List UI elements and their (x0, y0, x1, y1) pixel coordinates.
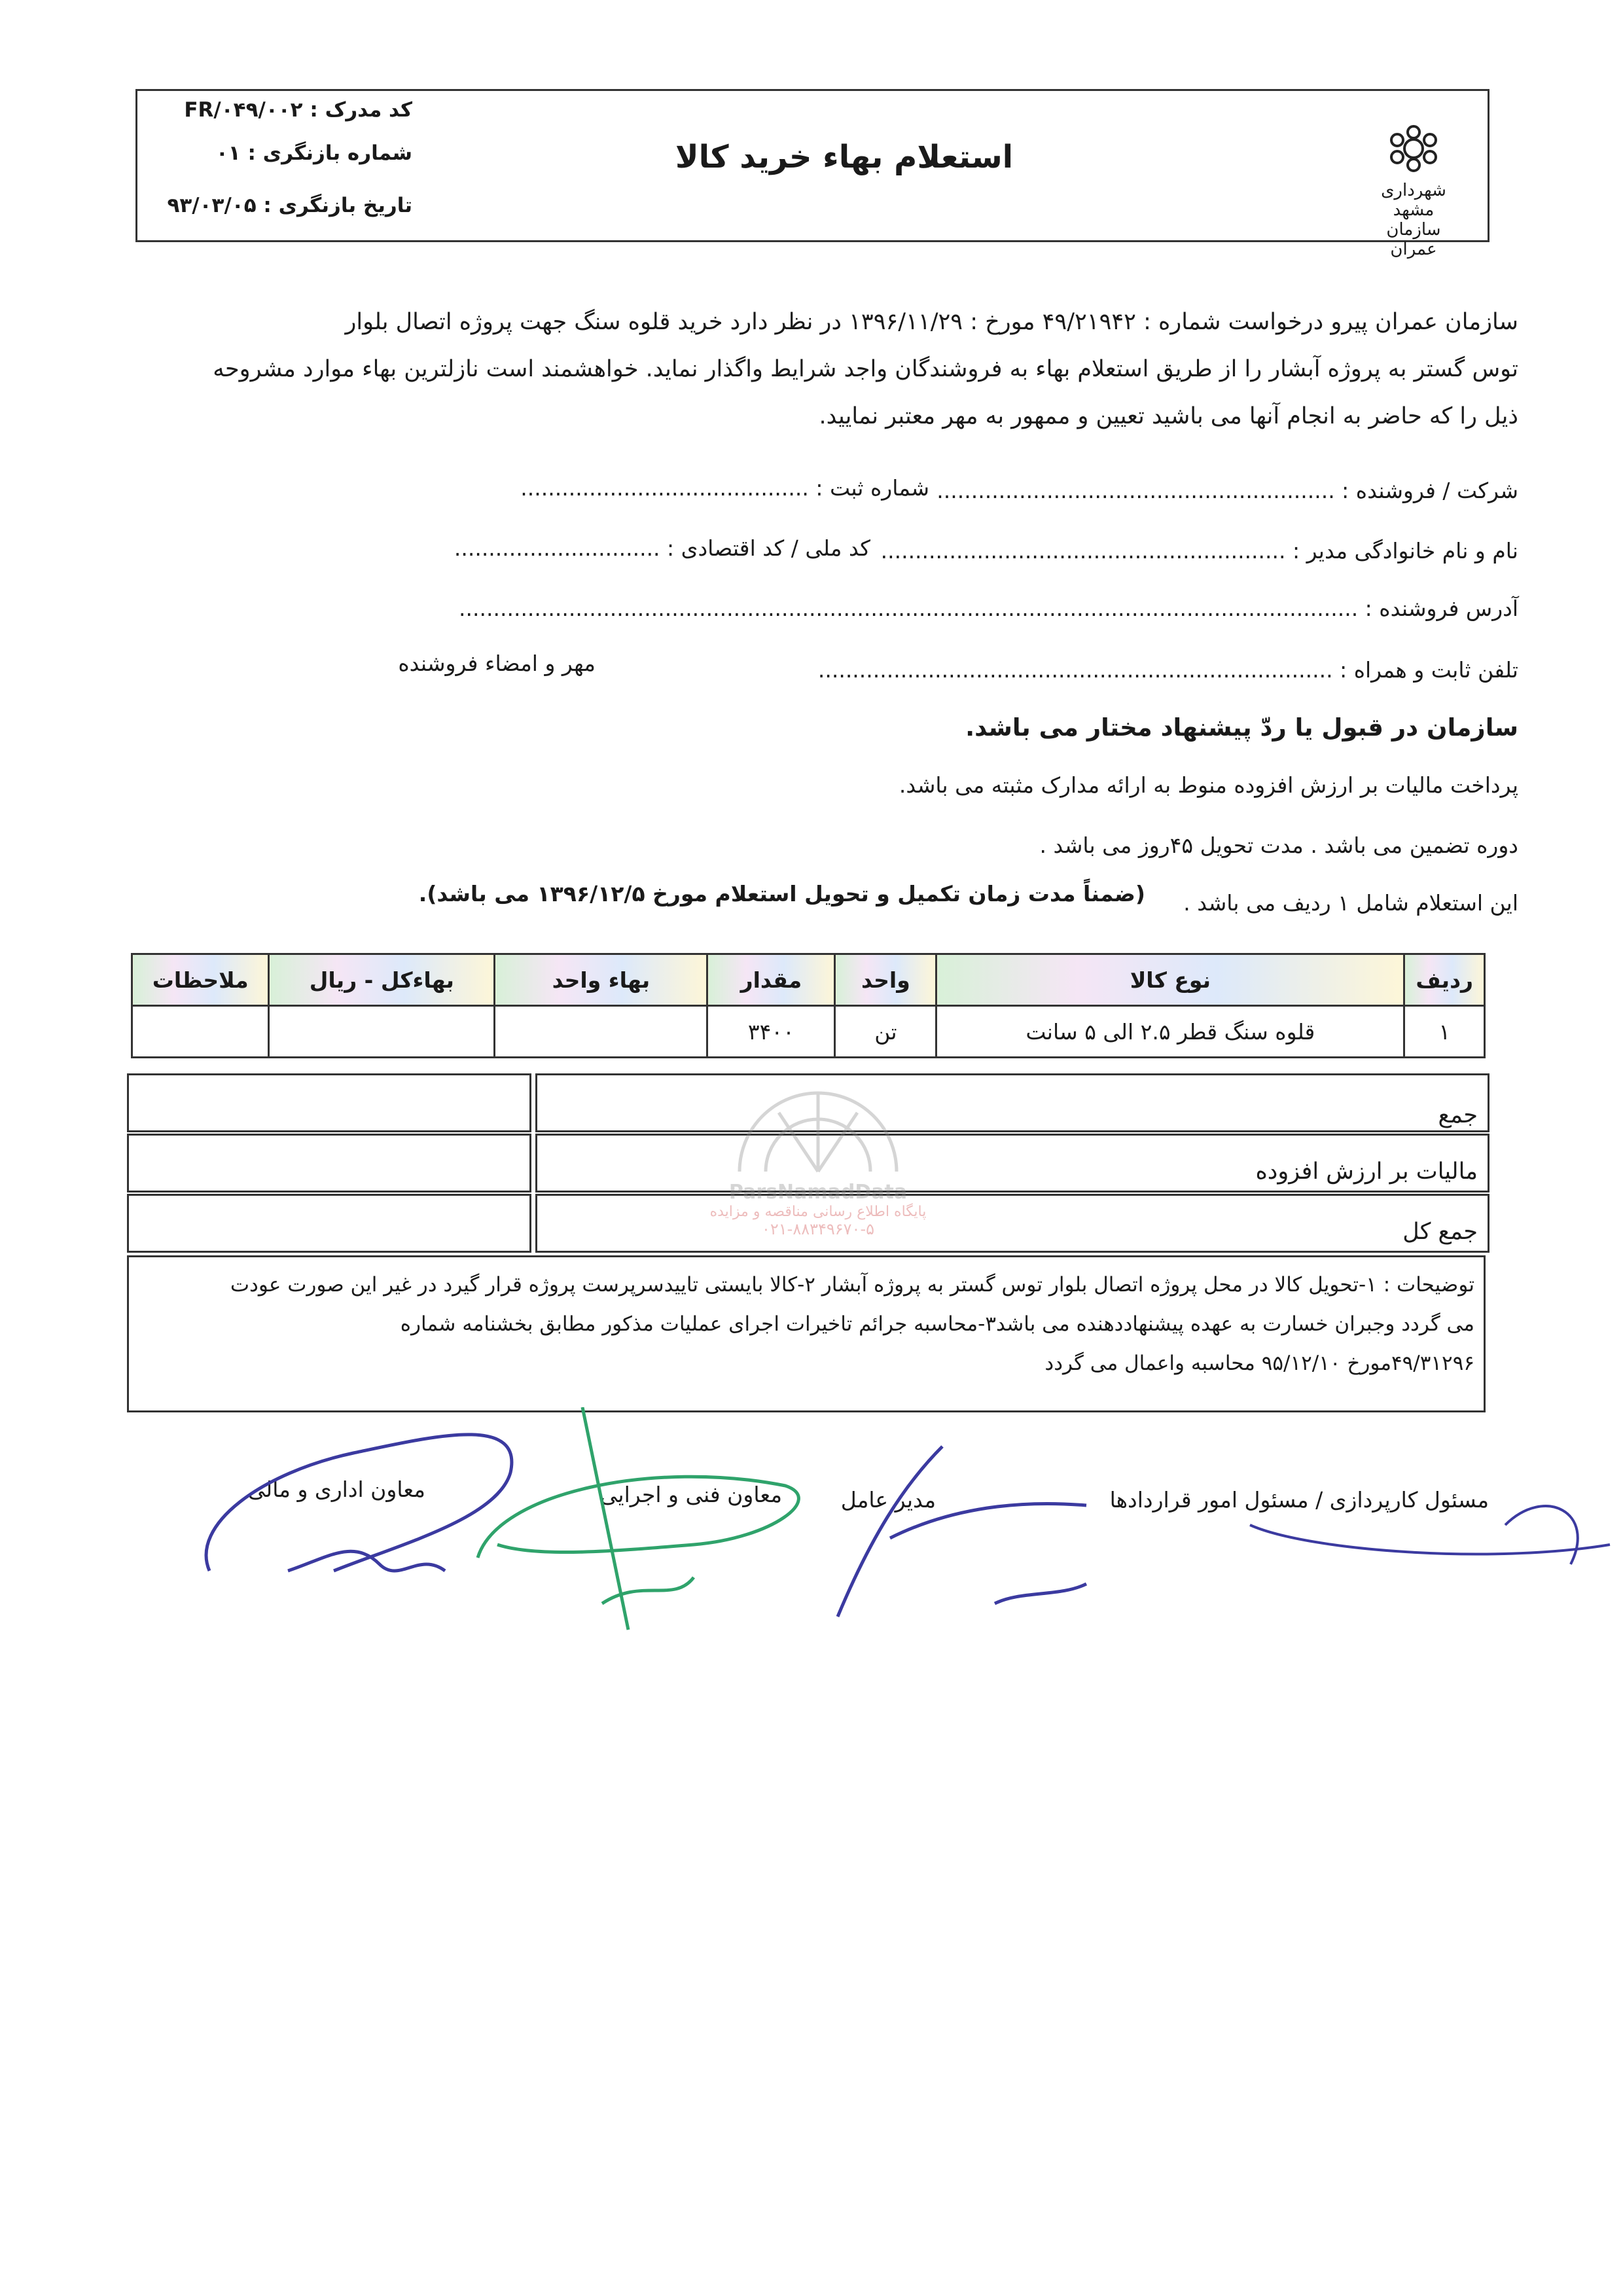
body-line-2: توس گستر به پروژه آبشار را از طریق استعلام بهاء به فروشندگان واجد شرایط واگذار نماید. خواهشمند است نازلترین بهاء موارد مشروحه (213, 356, 1518, 382)
table-header-row (132, 954, 1485, 1006)
page-title: استعلام بهاء خرید کالا (675, 139, 1014, 175)
col-item-header: نوع کالا (936, 954, 1404, 1006)
registration-number-field[interactable]: شماره ثبت : .......................................... (520, 475, 929, 501)
vat-value-box[interactable] (127, 1134, 531, 1193)
row-count-clause: این استعلام شامل ۱ ردیف می باشد . (1183, 890, 1518, 916)
phone-field[interactable]: تلفن ثابت و همراه : ........................................................................... (817, 657, 1518, 683)
revision-date: تاریخ بازنگری : ۹۳/۰۳/۰۵ (167, 194, 412, 217)
col-notes-header: ملاحظات (132, 954, 269, 1006)
notes-line-1: توضیحات : ۱-تحویل کالا در محل پروژه اتصال بلوار توس گستر به پروژه آبشار ۲-کالا بایستی تاییدسرپرست پروژه قرار گیرد در غیر این صورت عودت (230, 1273, 1474, 1297)
procurement-signature-label: مسئول کارپردازی / مسئول امور قراردادها (1109, 1487, 1489, 1513)
col-total-price-header: بهاءکل - ریال (269, 954, 495, 1006)
ceo-signature-scribble (812, 1407, 1178, 1643)
sum-row-box (535, 1073, 1489, 1132)
cell-unit: تن (835, 1006, 936, 1058)
cell-item: قلوه سنگ قطر ۲.۵ الی ۵ سانت (936, 1006, 1404, 1058)
acceptance-clause: سازمان در قبول یا ردّ پیشنهاد مختار می باشد. (965, 713, 1518, 742)
grand-total-row-box (535, 1194, 1489, 1253)
logo-text-org: سازمان عمران (1386, 220, 1441, 259)
document-code: کد مدرک : FR/۰۴۹/۰۰۲ (184, 98, 412, 122)
body-line-1: سازمان عمران پیرو درخواست شماره : ۴۹/۲۱۹۴۲ مورخ : ۱۳۹۶/۱۱/۲۹ در نظر دارد خرید قلوه سنگ جهت پروژه اتصال بلوار (345, 309, 1518, 335)
watermark-phone: ۰۲۱-۸۸۳۴۹۶۷۰-۵ (761, 1220, 874, 1238)
cell-quantity: ۳۴۰۰ (707, 1006, 835, 1058)
sum-value-box[interactable] (127, 1073, 531, 1132)
col-unit-header: واحد (835, 954, 936, 1006)
address-field[interactable]: آدرس فروشنده : ................................................................................................................................... (459, 596, 1518, 621)
cell-notes[interactable] (132, 1006, 269, 1058)
organization-logo (1374, 119, 1453, 259)
technical-deputy-signature-label: معاون فنی و اجرایی (599, 1482, 782, 1507)
procurement-signature-scribble (1230, 1394, 1623, 1604)
sum-label: جمع (1438, 1102, 1478, 1128)
logo-text-city: شهرداری مشهد (1381, 181, 1446, 220)
company-field[interactable]: شرکت / فروشنده : .......................................................... (936, 478, 1518, 503)
technical-signature-scribble (458, 1407, 825, 1643)
cell-unit-price[interactable] (495, 1006, 707, 1058)
deadline-clause: (ضمناً مدت زمان تکمیل و تحویل استعلام مورخ ۱۳۹۶/۱۲/۵ می باشد). (418, 881, 1145, 906)
seller-seal-label: مهر و امضاء فروشنده (398, 651, 596, 676)
watermark-brand: ParsNamadData (728, 1181, 908, 1204)
revision-number: شماره بازنگری : ۰۱ (215, 141, 412, 165)
col-qty-header: مقدار (707, 954, 835, 1006)
cell-row-number: ۱ (1404, 1006, 1485, 1058)
national-id-field[interactable]: کد ملی / کد اقتصادی : .............................. (454, 535, 870, 561)
col-unit-price-header: بهاء واحد (495, 954, 707, 1006)
body-paragraph (105, 298, 1518, 440)
admin-deputy-signature-label: معاون اداری و مالی (247, 1477, 425, 1502)
watermark (681, 1047, 955, 1244)
body-line-3: ذیل را که حاضر به انجام آنها می باشید تعیین و ممهور به مهر معتبر نمایید. (819, 403, 1518, 429)
grand-total-value-box[interactable] (127, 1194, 531, 1253)
notes-line-3: ۴۹/۳۱۲۹۶مورخ ۹۵/۱۲/۱۰ محاسبه واعمال می گردد (1044, 1352, 1474, 1375)
ceo-signature-label: مدیر عامل (840, 1487, 936, 1513)
notes-line-2: می گردد وجبران خسارت به عهده پیشنهاددهنده می باشد۳-محاسبه جرائم تاخیرات اجرای عملیات مذکور مطابق بخشنامه شماره (400, 1312, 1474, 1336)
manager-name-field[interactable]: نام و نام خانوادگی مدیر : ........................................................... (880, 538, 1518, 564)
vat-label: مالیات بر ارزش افزوده (1255, 1158, 1478, 1185)
watermark-logo-icon (681, 1047, 955, 1178)
vat-clause: پرداخت مالیات بر ارزش افزوده منوط به ارائه مدارک مثبته می باشد. (899, 772, 1518, 798)
grand-total-label: جمع کل (1402, 1219, 1478, 1245)
watermark-subtitle: پایگاه اطلاع رسانی مناقصه و مزایده (709, 1204, 927, 1220)
cell-total-price[interactable] (269, 1006, 495, 1058)
logo-emblem-icon (1374, 119, 1453, 178)
items-table (131, 953, 1486, 1058)
guarantee-delivery-clause: دوره تضمین می باشد . مدت تحویل ۴۵روز می باشد . (1039, 833, 1518, 858)
col-row-header: ردیف (1404, 954, 1485, 1006)
